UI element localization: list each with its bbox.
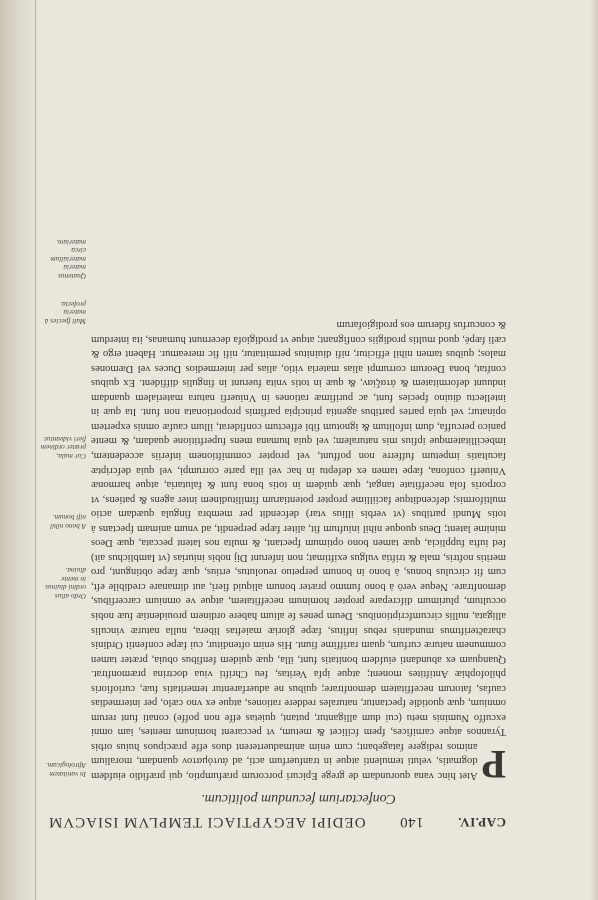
marginal-note: In vanitatem Aftrologicam.	[45, 761, 86, 779]
running-header	[48, 813, 506, 830]
marginal-note: Cur mala, præter ordinem fieri videantur.	[40, 434, 86, 461]
marginal-note: A bono nihil nifi bonum.	[50, 513, 86, 531]
chapter-label: CAP.IV.	[457, 815, 506, 830]
body-text: Atet hinc vana quorundam de grege Epicuri porcorum præfumptio, qui præfidio eiufdem dogmatis, veluti temulenti atque in tranfuerfum acti, ad ἀυτόματον quandam, moralium animos redigere fatagebant; cum enim animaduerterent duos effe præcipuos huius orbis Tyrannos atque carnifices, fpem fcilicet & metum, vt peccarent hominum mentes, iam omni excuffo Numinis metu (cui dum alligantur, putant, quietas effe non poffe) conati funt rerum omnium, quæ quotidie fpectantur, naturales reddere rationes, atque ex vno cælo, per intermedias caufas, fatorum neceffitatem demonftrare; quibus ne aduerfarentur temeritatis fuæ, curiofioris philofophiæ Antiftites monent; atque ipfa Veritas, feu Chrifti viua doctrina præmonftrat. Quanquam ex abundanti eiufdem bonitatis funt, illa, quæ quidem fenfibus obuia, præter tamen communem naturæ curfum, quam rariffime fiunt. His enim oftenditur, cui fæpe confentit Ordinis charačteriftmus mundanis rebus infitus, fæpe gloriæ maieftas libera, nulla naturæ vinculis alligata, nullis circumfcriptionibus. Deum penes fe alium habere ordinem prouidentiæ fuæ nobis occultum, plurimum difcrepare propter hominum neceffitatem, atque ve omnium carcerfibus, demonftrare. Neque verò à bono fummo præter bonum aliquid fieri, aut dimanare credibile eft, cum fit circulus bonus, à bono in bonum perpetuo reuolutus, ertius, quæ fæpe obtingunt, pro meritis noftris, mala & triftia vulgus exiftimat; non inferunt Dij nobis iniurias (vt Iamblichus ait) fed iufta fupplicia, quæ tamen bono optimum fpectant, & multa nos latent peccata, quæ Deos minime latent; Deus quoque nihil iniuftum fit, aliter fæpe perpendit, ad vnum animam fpectans à totis Mundi partibus (vt verbis illius vtar) defcendit per membra fingula quædam actio multiformis; defcenditque faciillime propter potentiarum fimilitudinem inter agens & patiens, vt corporis fola neceffitate tangat, quæ quidem in totis bona funt & falutaria, atque harmonæ Vniuerfi confona, fæpe tamen ex defeptu in hac vel illa parte corrumpi, vel quia defcriptæ facultatis impetum fufferre non poffunt, vel propter commiftionem inferiis accedentem, imbecillitatemque ipfius mis naturalem; vel quia humana mens fuperftitione quadam, & mente panico percuffa, dum infolitum & ignotum fibi effectum confiderat, illum caufæ omnis expertem opinatur; vel quia partes partibus agentia principia parfimis proportionata non funt. Ita quæ in intellectu diuino fpecies funt, ac purifimæ rationes in Vniuerfi natura materialem quandam induunt deformitatem & ἀταξίαν, & quæ in totis vnita fuerunt in fingulis diffident. Ex quibus conftat, bona Deorum corrumpi alias materia vitio, alias per intermedios Duces vel Dæmones malos; quibus tamen nihil efficitur, nifi diuinitus permittatur, nifi fic mereamur. Habent ergo & cæli fæpè, quod multis prodigiis confignant; atque vt prodigiofa decernunt humanas, ita interdum & concurfus fiderum eos prodigiofarum	[91, 319, 506, 781]
page-number: 140	[399, 814, 424, 830]
section-subtitle: Confectarium fecundum politicum.	[201, 791, 396, 806]
drop-cap: P	[481, 742, 506, 787]
marginal-note: Ordo alius ordini diuinus in mente diuina.	[45, 566, 86, 601]
marginal-note: Mali fpecies à materia profecta.	[44, 299, 86, 326]
running-title: OEDIPI AEGYPTIACI TEMPLVM ISIACVM	[48, 814, 366, 830]
marginal-note: Quatenus materia materialium circa materiam.	[50, 237, 86, 281]
body-paragraph	[91, 317, 506, 787]
